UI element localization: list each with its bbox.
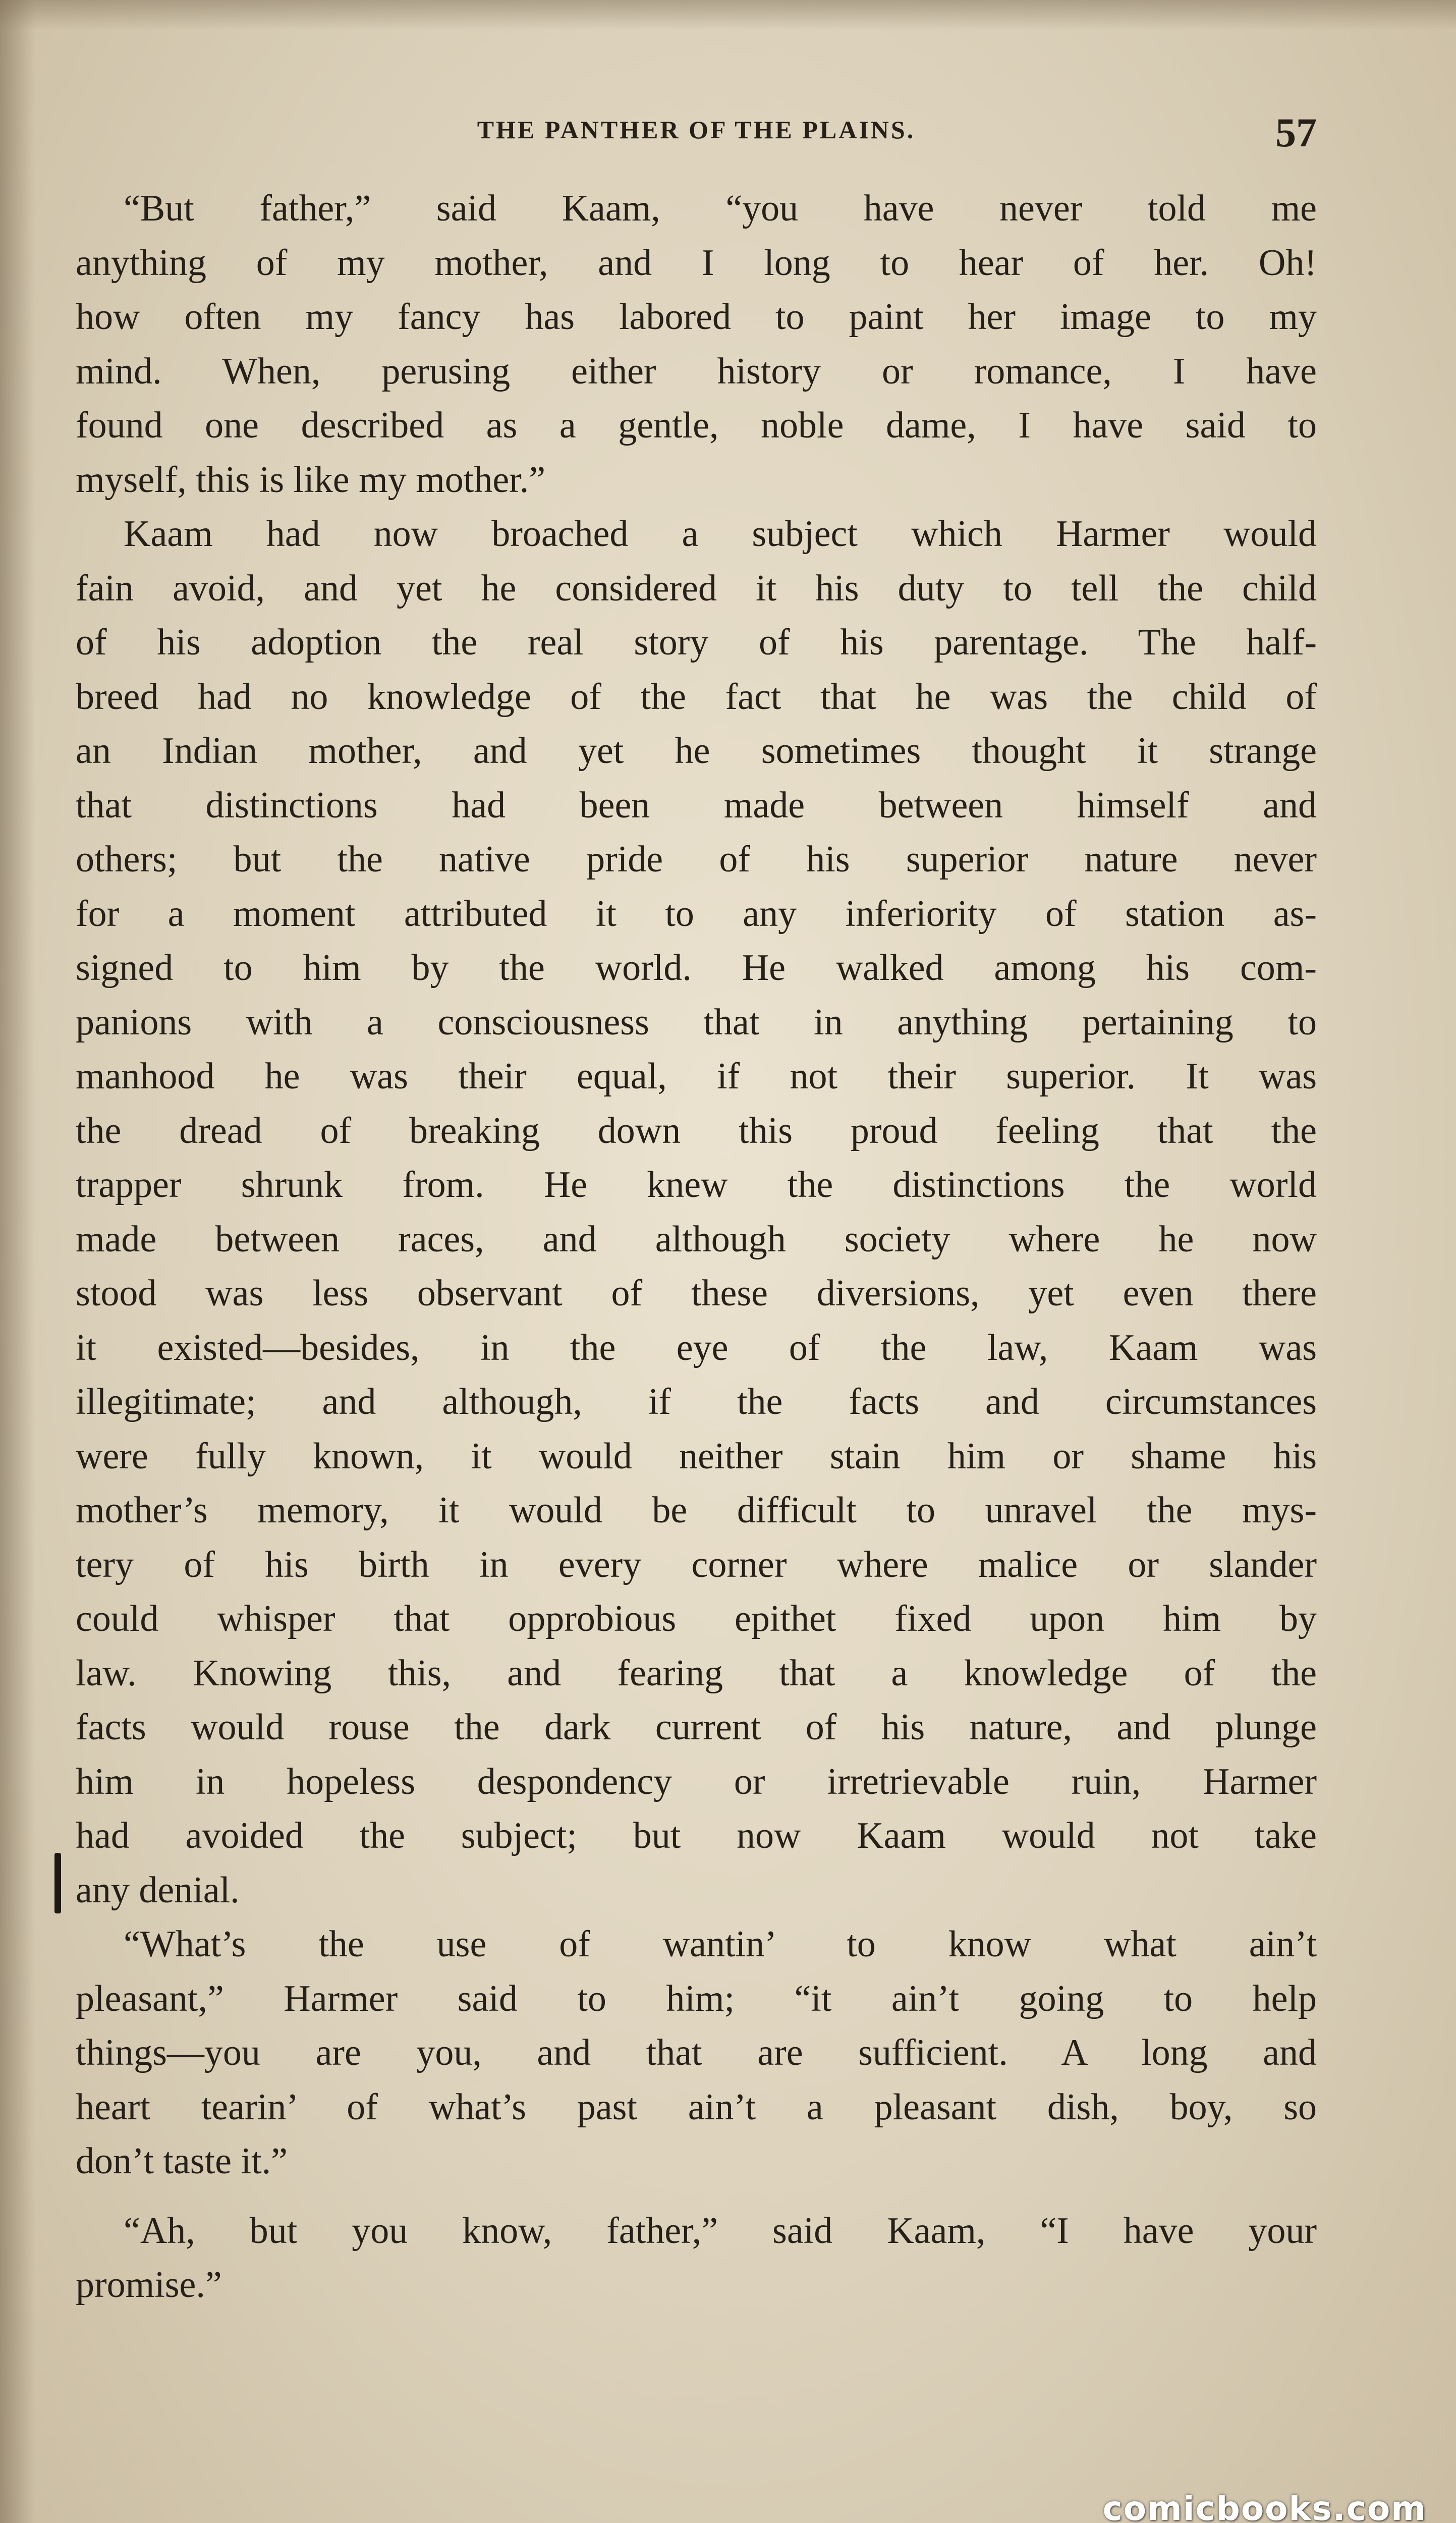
running-title: THE PANTHER OF THE PLAINS. xyxy=(477,116,916,144)
text-line: for a moment attributed it to any inferiority of station as- xyxy=(76,893,1317,935)
text-line: mother’s memory, it would be difficult to unravel the mys- xyxy=(76,1490,1317,1531)
body-text xyxy=(76,182,1317,2313)
page-number: 57 xyxy=(1275,109,1317,155)
text-line: of his adoption the real story of his parentage. The half- xyxy=(76,622,1317,663)
text-line: it existed—besides, in the eye of the law, Kaam was xyxy=(76,1327,1317,1368)
text-line: any denial. xyxy=(76,1869,240,1911)
text-line: an Indian mother, and yet he sometimes thought it strange xyxy=(76,730,1317,772)
text-line: could whisper that opprobious epithet fixed upon him by xyxy=(76,1598,1317,1639)
text-line: things—you are you, and that are sufficient. A long and xyxy=(76,2032,1317,2073)
text-line: illegitimate; and although, if the facts and circumstances xyxy=(76,1381,1317,1422)
text-line: promise.” xyxy=(76,2264,222,2306)
paragraph xyxy=(76,2204,1317,2313)
text-line: “Ah, but you know, father,” said Kaam, “I have your xyxy=(124,2210,1317,2252)
margin-ink-mark xyxy=(54,1853,61,1913)
text-line: that distinctions had been made between himself and xyxy=(76,784,1317,826)
text-line: breed had no knowledge of the fact that he was the child of xyxy=(76,676,1317,718)
text-line: how often my fancy has labored to paint her image to my xyxy=(76,296,1317,338)
text-line: heart tearin’ of what’s past ain’t a pleasant dish, boy, so xyxy=(76,2086,1317,2128)
text-line: made between races, and although society where he now xyxy=(76,1218,1317,1260)
paragraph xyxy=(76,507,1317,1917)
text-line: myself, this is like my mother.” xyxy=(76,459,546,501)
text-line: tery of his birth in every corner where malice or slander xyxy=(76,1544,1317,1585)
text-line: mind. When, perusing either history or romance, I have xyxy=(76,350,1317,392)
watermark: comicbooks.com xyxy=(1102,2489,1427,2523)
running-head xyxy=(76,109,1317,157)
text-line: “What’s the use of wantin’ to know what ain’t xyxy=(124,1924,1317,1965)
text-line: stood was less observant of these diversions, yet even there xyxy=(76,1273,1317,1314)
text-line: Kaam had now broached a subject which Harmer would xyxy=(124,513,1317,555)
text-line: manhood he was their equal, if not their superior. It was xyxy=(76,1056,1317,1097)
text-line: pleasant,” Harmer said to him; “it ain’t going to help xyxy=(76,1978,1317,2019)
paragraph xyxy=(76,182,1317,507)
text-line: facts would rouse the dark current of his nature, and plunge xyxy=(76,1707,1317,1748)
text-line: found one described as a gentle, noble dame, I have said to xyxy=(76,405,1317,446)
page-shadow-top xyxy=(0,0,1456,30)
text-line: others; but the native pride of his superior nature never xyxy=(76,839,1317,880)
text-line: him in hopeless despondency or irretrievable ruin, Harmer xyxy=(76,1761,1317,1802)
text-line: signed to him by the world. He walked among his com- xyxy=(76,947,1317,989)
text-line: panions with a consciousness that in anything pertaining to xyxy=(76,1001,1317,1043)
text-line: had avoided the subject; but now Kaam would not take xyxy=(76,1815,1317,1856)
paragraph xyxy=(76,1917,1317,2189)
text-line: “But father,” said Kaam, “you have never told me xyxy=(124,188,1317,229)
paragraph-gap xyxy=(76,2189,1317,2204)
text-line: fain avoid, and yet he considered it his duty to tell the child xyxy=(76,567,1317,609)
text-line: law. Knowing this, and fearing that a knowledge of the xyxy=(76,1652,1317,1694)
text-line: the dread of breaking down this proud feeling that the xyxy=(76,1110,1317,1151)
text-line: were fully known, it would neither stain him or shame his xyxy=(76,1435,1317,1477)
text-line: trapper shrunk from. He knew the distinctions the world xyxy=(76,1164,1317,1205)
page-shadow-left xyxy=(0,0,35,2523)
text-line: anything of my mother, and I long to hear of her. Oh! xyxy=(76,242,1317,284)
text-line: don’t taste it.” xyxy=(76,2141,288,2182)
